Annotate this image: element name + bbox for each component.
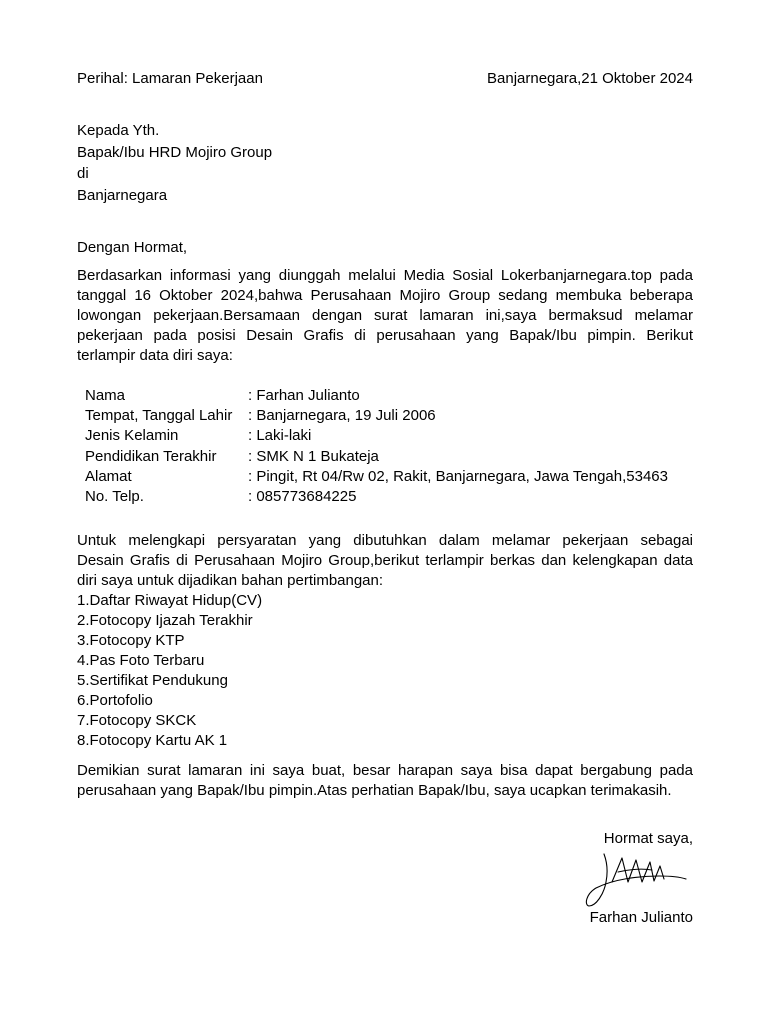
recipient-line: Bapak/Ibu HRD Mojiro Group: [77, 143, 273, 161]
biodata-label: Pendidikan Terakhir: [85, 447, 217, 465]
biodata-table: [85, 386, 668, 507]
intro-paragraph: [77, 266, 693, 366]
paragraph-line: lowongan pekerjaan.Bersamaan dengan surat lamaran ini,saya bermaksud melamar: [77, 307, 693, 324]
list-item: 5.Sertifikat Pendukung: [77, 672, 228, 689]
biodata-row: [85, 426, 668, 446]
paragraph-line: diri saya untuk dijadikan bahan pertimbangan:: [77, 572, 384, 589]
handwritten-signature-icon: [584, 848, 688, 910]
biodata-row: [85, 487, 668, 507]
recipient-line: Kepada Yth.: [77, 122, 160, 139]
attachment-list: [77, 591, 262, 751]
signatory-name: Farhan Julianto: [589, 909, 693, 926]
recipient-line: Banjarnegara: [77, 186, 168, 204]
greeting: Dengan Hormat,: [77, 239, 188, 256]
list-item: 3.Fotocopy KTP: [77, 632, 185, 649]
list-item: 8.Fotocopy Kartu AK 1: [77, 732, 228, 749]
paragraph-line: Untuk melengkapi persyaratan yang dibutuhkan dalam melamar pekerjaan sebagai: [77, 532, 693, 549]
biodata-value: : SMK N 1 Bukateja: [248, 447, 379, 465]
paragraph-line: Demikian surat lamaran ini saya buat, besar harapan saya bisa dapat bergabung pada: [77, 762, 693, 779]
recipient-line: di: [77, 165, 89, 182]
requirements-paragraph: [77, 531, 693, 591]
paragraph-line: Desain Grafis di Perusahaan Mojiro Group,berikut terlampir berkas dan kelengkapan data: [77, 552, 693, 569]
paragraph-line: pekerjaan pada posisi Desain Grafis di perusahaan yang Bapak/Ibu pimpin. Berikut: [77, 327, 693, 344]
biodata-value: : 085773684225: [248, 487, 357, 505]
biodata-row: [85, 386, 668, 406]
biodata-value: : Farhan Julianto: [248, 387, 360, 404]
biodata-label: Jenis Kelamin: [85, 427, 179, 445]
closing-salutation: Hormat saya,: [603, 830, 693, 847]
recipient-block: [77, 121, 272, 207]
biodata-value: : Laki-laki: [248, 427, 312, 445]
paragraph-line: Berdasarkan informasi yang diunggah melalui Media Sosial Lokerbanjarnegara.top pada: [77, 267, 693, 284]
place-date: Banjarnegara,21 Oktober 2024: [487, 70, 693, 87]
closing-paragraph: [77, 761, 693, 801]
biodata-label: Nama: [85, 387, 126, 404]
biodata-label: Tempat, Tanggal Lahir: [85, 407, 233, 425]
list-item: 1.Daftar Riwayat Hidup(CV): [77, 592, 263, 609]
biodata-row: [85, 406, 668, 426]
biodata-row: [85, 447, 668, 467]
subject-line: Perihal: Lamaran Pekerjaan: [77, 70, 263, 87]
biodata-row: [85, 467, 668, 487]
biodata-label: No. Telp.: [85, 487, 144, 505]
list-item: 2.Fotocopy Ijazah Terakhir: [77, 612, 253, 629]
biodata-label: Alamat: [85, 467, 132, 485]
biodata-value: : Banjarnegara, 19 Juli 2006: [248, 407, 436, 425]
paragraph-line: tanggal 16 Oktober 2024,bahwa Perusahaan Mojiro Group sedang membuka beberapa: [77, 287, 693, 304]
paragraph-line: terlampir data diri saya:: [77, 347, 233, 364]
biodata-value: : Pingit, Rt 04/Rw 02, Rakit, Banjarnegara, Jawa Tengah,53463: [248, 467, 668, 485]
list-item: 6.Portofolio: [77, 692, 153, 709]
list-item: 7.Fotocopy SKCK: [77, 712, 197, 729]
list-item: 4.Pas Foto Terbaru: [77, 652, 205, 669]
paragraph-line: perusahaan yang Bapak/Ibu pimpin.Atas perhatian Bapak/Ibu, saya ucapkan terimakasih.: [77, 782, 672, 799]
